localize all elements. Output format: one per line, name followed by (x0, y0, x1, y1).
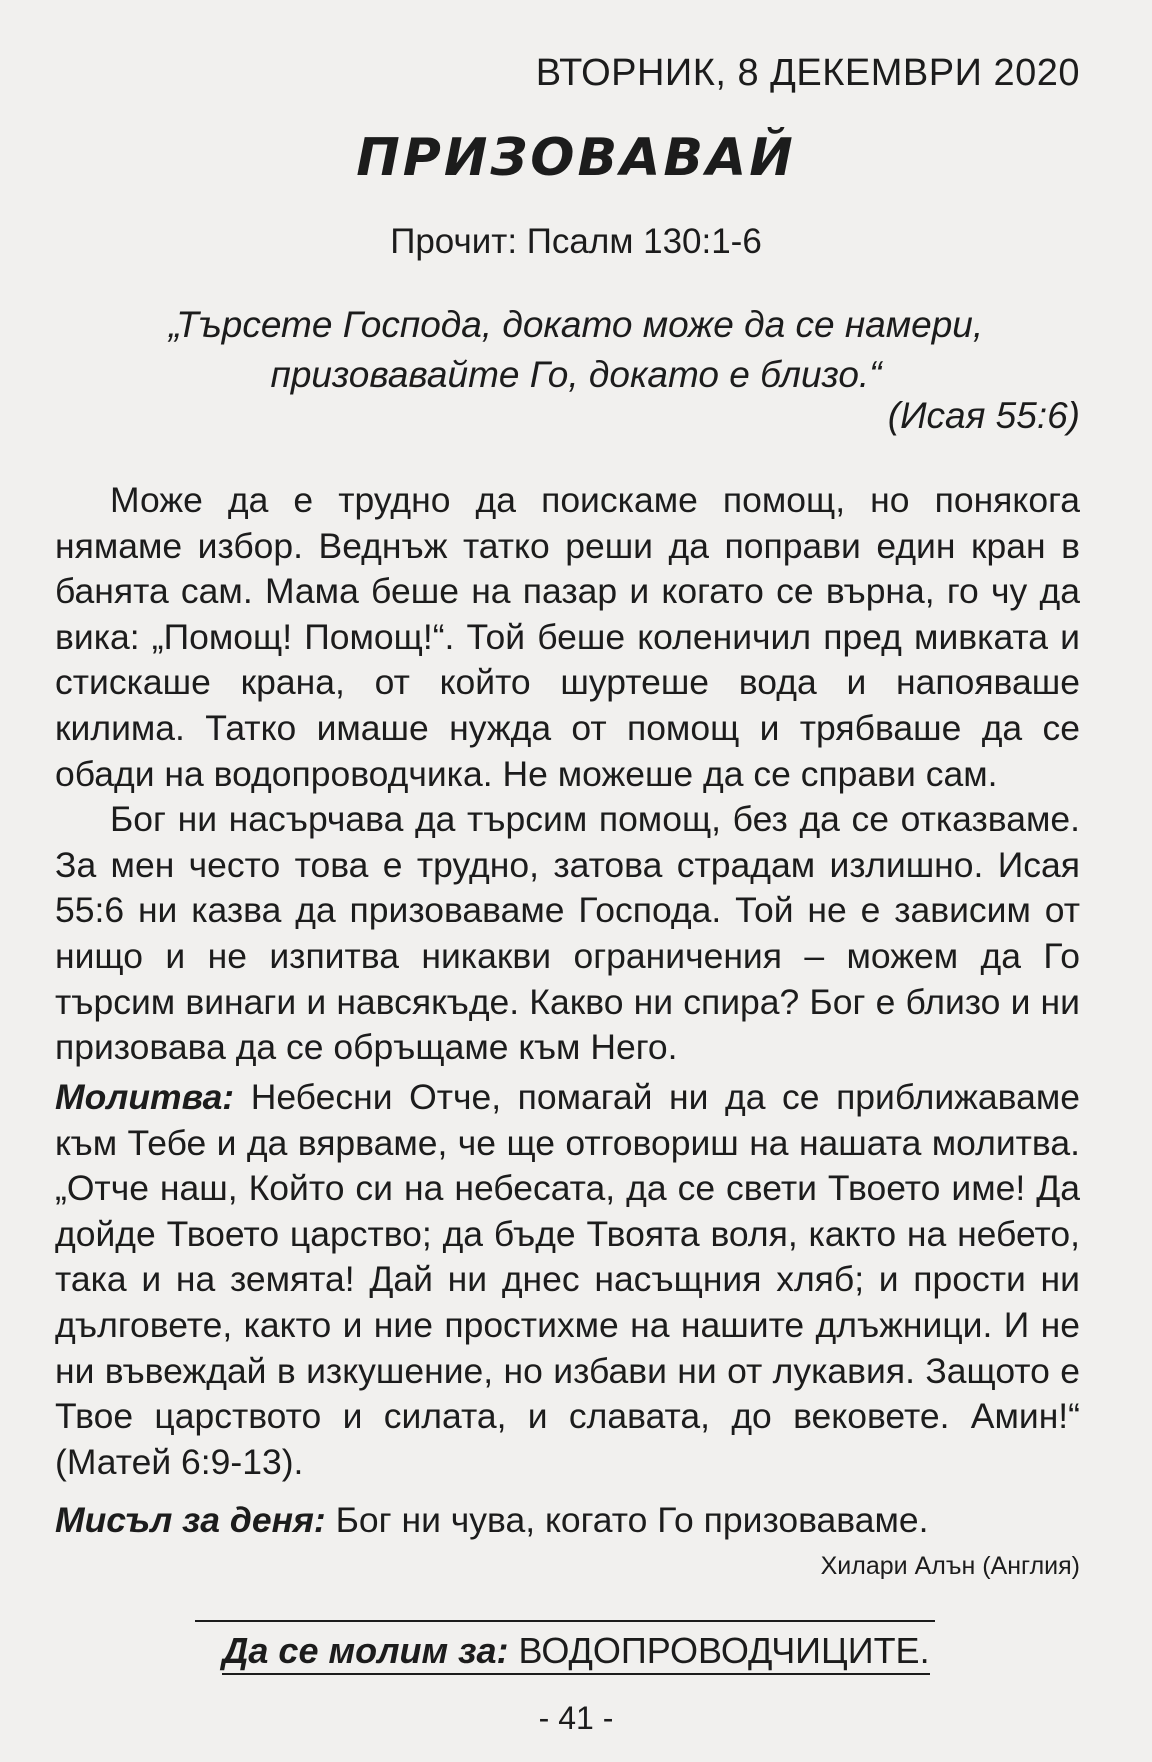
body-paragraph-1: Може да е трудно да поискаме помощ, но понякога нямаме избор. Веднъж татко реши да поправи един кран в банята сам. Мама беше на пазар и когато се върна, го чу да вика: „Помощ! Помощ!“. Той беше коленичил пред мивката и стискаше крана, от който шуртеше вода и напояваше килима. Татко имаше нужда от помощ и трябваше да се обади на водопроводчика. Не можеше да се справи сам. (55, 480, 1080, 794)
prayer-label: Молитва: (55, 1077, 235, 1117)
page-number: - 41 - (538, 1700, 614, 1736)
key-verse-line-1: „Търсете Господа, докато може да се намери, (168, 304, 984, 345)
key-verse-reference: (Исая 55:6) (887, 395, 1080, 436)
author-credit: Хилари Алън (Англия) (820, 1552, 1080, 1580)
reading-reference: Прочит: Псалм 130:1-6 (390, 222, 762, 261)
divider (195, 1620, 935, 1622)
thought-label: Мисъл за деня: (55, 1500, 326, 1540)
thought-of-day (55, 1500, 1080, 1541)
body-paragraph-2: Бог ни насърчава да търсим помощ, без да се отказваме. За мен често това е трудно, затова страдам излишно. Исая 55:6 ни казва да призоваваме Господа. Той не е зависим от нищо и не изпитва никакви ограничения – можем да Го търсим винаги и навсякъде. Какво ни спира? Бог е близо и ни призовава да се обръщаме към Него. (55, 799, 1080, 1068)
key-verse-line-2: призовавайте Го, докато е близо.“ (270, 354, 882, 395)
date-heading: ВТОРНИК, 8 ДЕКЕМВРИ 2020 (535, 52, 1080, 94)
pray-for-text: ВОДОПРОВОДЧИЦИТЕ. (508, 1630, 930, 1671)
page-title: ПРИЗОВАВАЙ (356, 128, 796, 188)
body-text (55, 478, 1080, 1071)
prayer-section (55, 1075, 1080, 1485)
pray-for-line (0, 1630, 1152, 1672)
key-verse (120, 300, 1032, 400)
prayer-text: Небесни Отче, помагай ни да се приближаваме към Тебе и да вярваме, че ще отговориш на нашата молитва. „Отче наш, Който си на небесата, да се свети Твоето име! Да дойде Твоето царство; да бъде Твоята воля, както на небето, така и на земята! Дай ни днес насъщния хляб; и прости ни дълговете, както и ние простихме на нашите длъжници. И не ни въвеждай в изкушение, но избави ни от лукавия. Защото е Твое царството и силата, и славата, до вековете. Амин!“ (Матей 6:9-13). (55, 1077, 1080, 1482)
pray-for-label: Да се молим за: (222, 1630, 509, 1671)
thought-text: Бог ни чува, когато Го призоваваме. (325, 1500, 929, 1540)
